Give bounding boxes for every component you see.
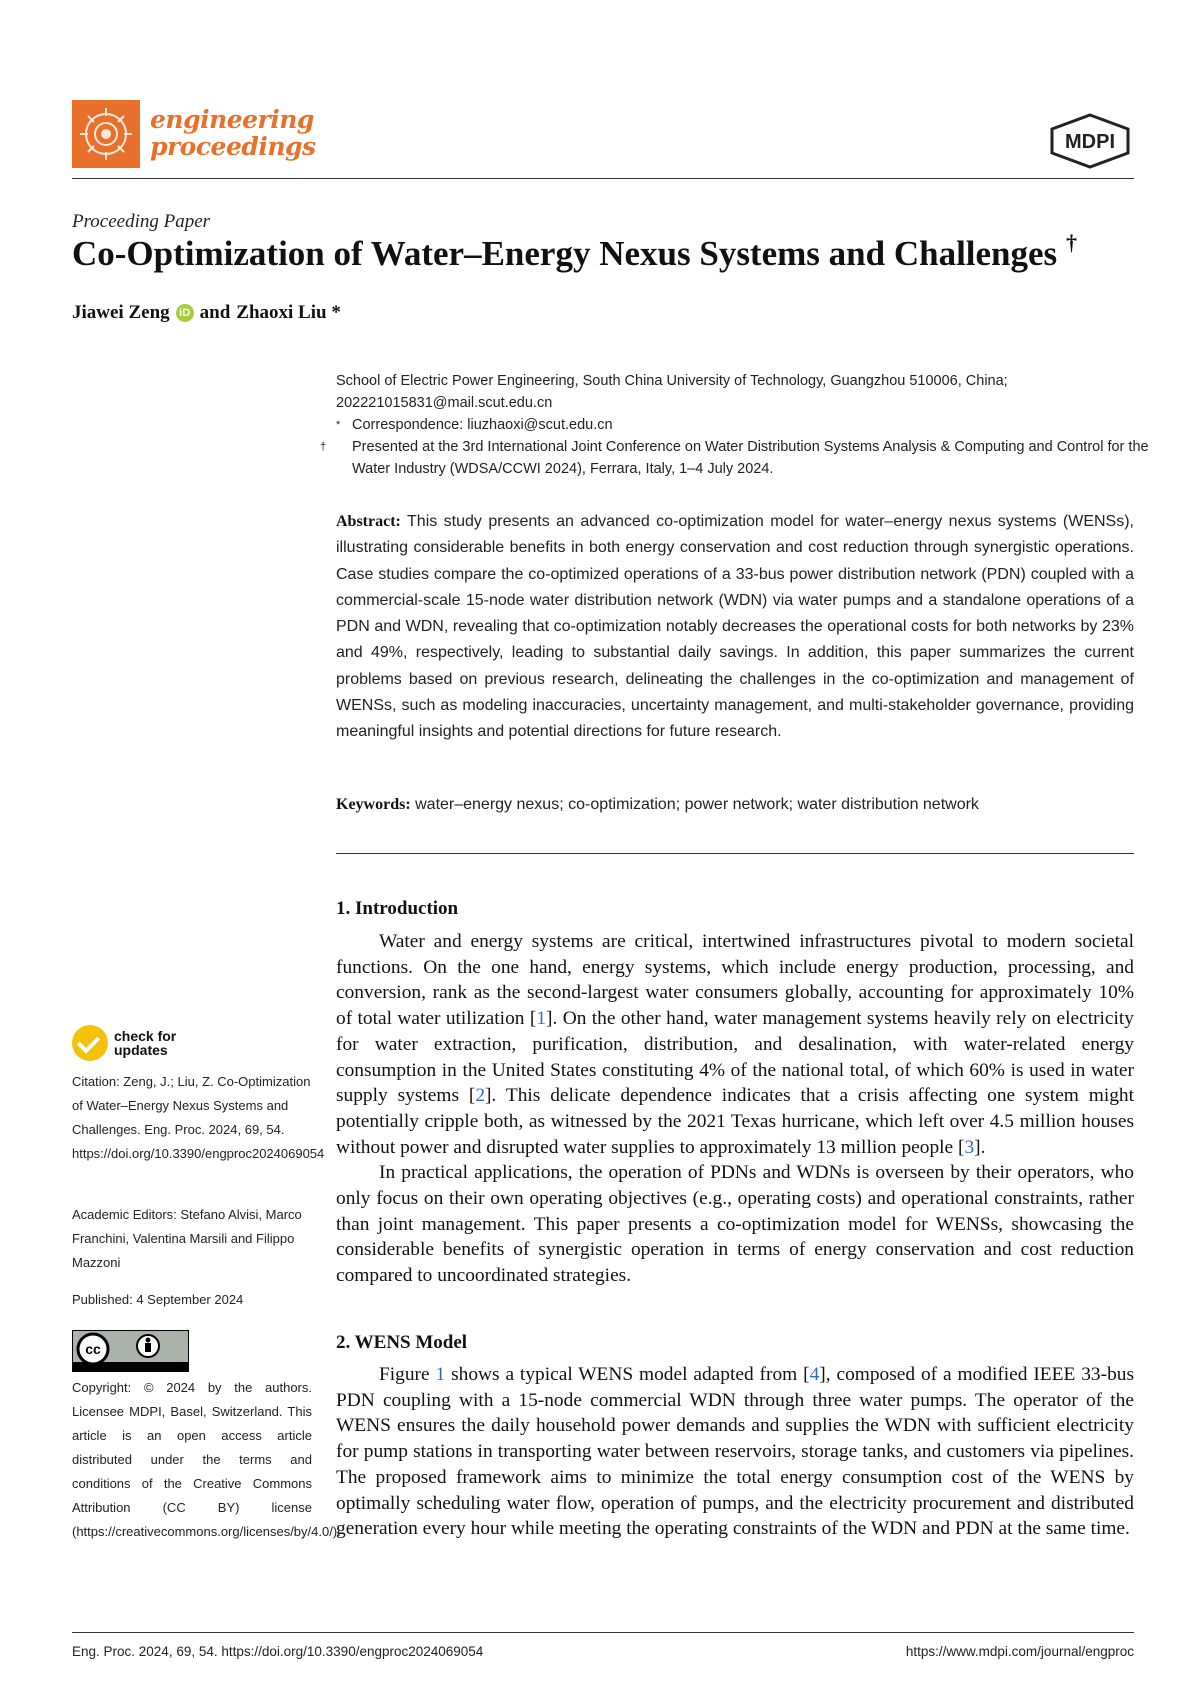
abstract-label: Abstract: (336, 513, 401, 530)
academic-editors: Academic Editors: Stefano Alvisi, Marco Franchini, Valentina Marsili and Filippo Mazzoni (72, 1207, 302, 1270)
orcid-icon[interactable]: iD (176, 304, 194, 322)
footer-citation: Eng. Proc. 2024, 69, 54. https://doi.org/10.3390/engproc2024069054 (72, 1644, 484, 1659)
keywords (336, 796, 979, 814)
paragraph-text: shows a typical WENS model adapted from [ (445, 1364, 810, 1385)
copyright-notice: Copyright: © 2024 by the authors. Licensee MDPI, Basel, Switzerland. This article is an open access article distributed under the terms and conditions of the Creative Commons Attribution (CC BY) license (https://creativecommons.org/licenses/by/4.0/). (72, 1380, 341, 1539)
paragraph-text: Water and energy systems are critical, intertwined infrastructures pivotal to modern societal functions. On the one hand, energy systems, which include energy production, processing, and conversion, rank as the second-largest water consumers globally, accounting for approximately 10% of total water utilization [ (336, 931, 1134, 1030)
author-list (72, 302, 341, 324)
reference-link[interactable]: 4 (809, 1364, 820, 1385)
abstract-text: This study presents an advanced co-optimization model for water–energy nexus systems (WENSs), illustrating considerable benefits in both energy conservation and cost reduction through synergistic operations. Case studies compare the co-optimized operations of a 33-bus power distribution network (PDN) coupled with a commercial-scale 15-node water distribution network (WDN) via water pumps and a standalone operations of a PDN and WDN, revealing that co-optimization notably decreases the operational costs for both networks by 23% and 49%, respectively, leading to substantial daily savings. In addition, this paper summarizes the current problems based on previous research, delineating the challenges in the co-optimization and management of WENSs, such as modeling inaccuracies, uncertainty management, and multi-stakeholder governance, providing meaningful insights and potential directions for future research. (336, 513, 1135, 741)
correspondence-text: Correspondence: liuzhaoxi@scut.edu.cn (352, 417, 613, 433)
journal-logo-icon (72, 100, 140, 168)
author-conjunction: and (199, 302, 231, 323)
paragraph-text: ], composed of a modified IEEE 33-bus PDN coupling with a 15-node commercial WDN through three water pumps. The operator of the WENS ensures the daily household power demands and supplies the WDN with sufficient electricity for pump stations in transporting water between reservoirs, storage tanks, and customers via pipelines. The proposed framework aims to minimize the total energy consumption cost of the WENS by optimally scheduling water flow, operation of pumps, and the electricity procurement and distributed generation every hour while meeting the operating constraints of the WDN and PDN at the same time. (336, 1364, 1134, 1540)
abstract-divider (336, 853, 1134, 854)
section-body (336, 1362, 1134, 1542)
footer-journal-link[interactable]: https://www.mdpi.com/journal/engproc (905, 1644, 1134, 1659)
journal-name (150, 106, 316, 160)
svg-text:cc: cc (85, 1341, 101, 1357)
presented-mark: † (320, 441, 327, 453)
header-divider (72, 178, 1134, 179)
author-name: Jiawei Zeng (72, 302, 170, 323)
paragraph-text: Figure (379, 1364, 436, 1385)
keywords-label: Keywords: (336, 796, 411, 813)
paragraph: In practical applications, the operation of PDNs and WDNs is overseen by their operators, who only focus on their own operating objectives (e.g., operating costs) and operational constraints, rather than joint management. This paper presents a co-optimization model for WENSs, showcasing the considerable benefits of synergistic operation in terms of energy conservation and cost reduction compared to uncoordinated strategies. (336, 1162, 1134, 1287)
section-heading: 2. WENS Model (336, 1332, 468, 1353)
paragraph (336, 929, 1134, 1160)
reference-link[interactable]: 2 (475, 1085, 486, 1107)
abstract (336, 509, 1134, 746)
correspondence-mark: * (336, 419, 341, 431)
journal-name-line2: proceedings (150, 132, 316, 161)
affiliation: School of Electric Power Engineering, South China University of Technology, Guangzhou 510006, China; 202221015831@mail.scut.edu.cn (336, 373, 1008, 411)
paragraph-text: ]. This delicate dependence indicates that a crisis affecting one system might potentially cripple both, as witnessed by the 2021 Texas hurricane, which left over 4.5 million houses without power and disrupted water supplies to approximately 13 million people [ (336, 1085, 1135, 1158)
journal-name-line1: engineering (150, 105, 314, 134)
citation: Citation: Zeng, J.; Liu, Z. Co-Optimization of Water–Energy Nexus Systems and Challenges. Eng. Proc. 2024, 69, 54. https://doi.org/10.3390/engproc2024069054 (72, 1074, 325, 1161)
author-name: Zhaoxi Liu * (236, 302, 341, 323)
cc-by-license-icon[interactable] (72, 1330, 189, 1372)
paper-title (72, 230, 1077, 274)
check-icon (72, 1025, 108, 1061)
article-type: Proceeding Paper (72, 211, 211, 232)
title-footnote-mark: † (1065, 230, 1077, 255)
keywords-text: water–energy nexus; co-optimization; power network; water distribution network (415, 796, 979, 813)
presented-note (320, 436, 1152, 480)
reference-link[interactable]: 3 (964, 1136, 975, 1158)
published-date: Published: 4 September 2024 (72, 1292, 244, 1307)
paragraph-text: ]. On the other hand, water management systems heavily rely on electricity for water extraction, purification, distribution, and desalination, with water-related energy consumption in the United States constituting 4% of the national total, of which 60% is used in water supply systems [ (336, 1008, 1134, 1107)
correspondence (336, 414, 613, 436)
paragraph-text: ]. (974, 1136, 986, 1158)
check-updates-button[interactable] (72, 1025, 184, 1061)
footer-divider (72, 1632, 1134, 1633)
section-heading: 1. Introduction (336, 898, 459, 919)
reference-link[interactable]: 1 (536, 1008, 547, 1030)
section-body (336, 929, 1134, 1289)
presented-text: Presented at the 3rd International Joint Conference on Water Distribution Systems Analysis & Computing and Control for the Water Industry (WDSA/CCWI 2024), Ferrara, Italy, 1–4 July 2024. (352, 439, 1149, 477)
mdpi-logo-icon (1046, 112, 1134, 170)
figure-link[interactable]: 1 (435, 1364, 446, 1385)
paragraph (336, 1362, 1134, 1542)
publisher-name: MDPI (1065, 131, 1115, 153)
check-updates-label: check for updates (114, 1028, 177, 1058)
paper-title-text: Co-Optimization of Water–Energy Nexus Systems and Challenges (72, 234, 1058, 273)
